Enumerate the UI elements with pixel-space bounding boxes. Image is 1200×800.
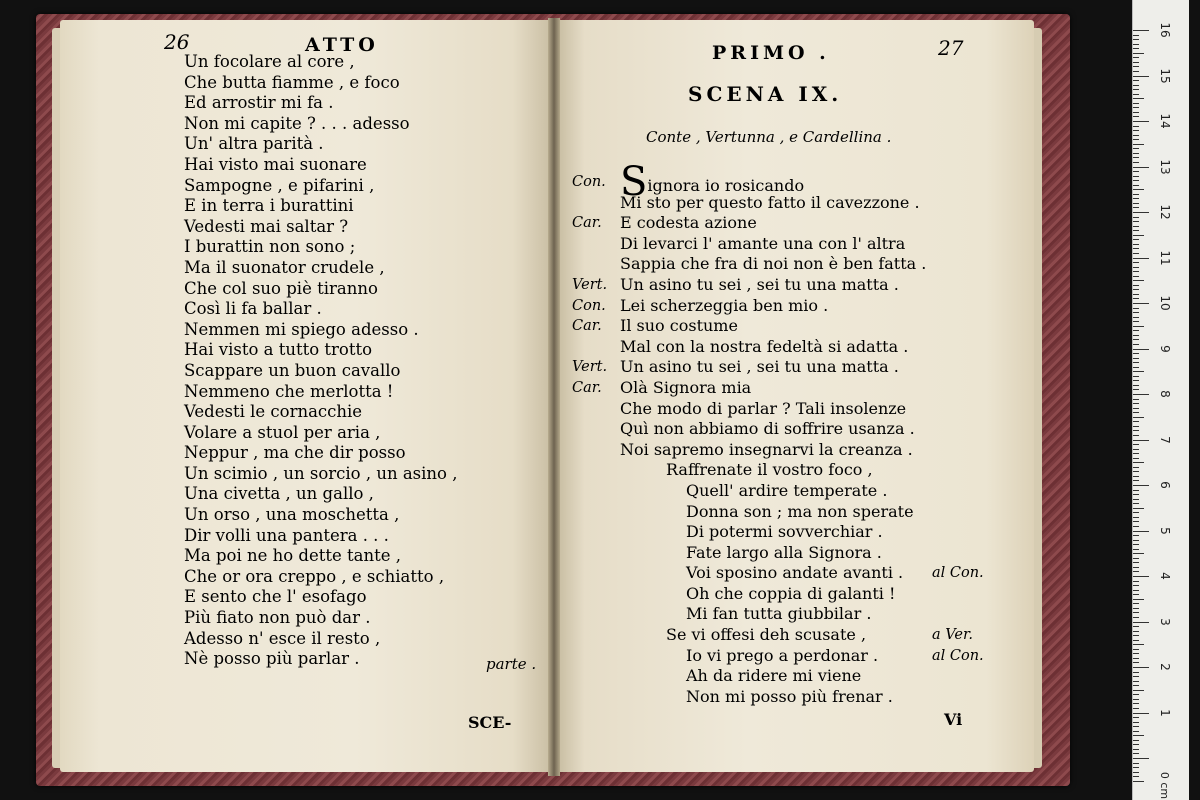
verse-line: Adesso n' esce il resto , <box>184 628 381 648</box>
dialogue-text: Quì non abbiamo di soffrire usanza . <box>620 419 915 439</box>
ruler-tick <box>1133 440 1149 441</box>
verse-line: Ma il suonator crudele , <box>184 257 385 277</box>
ruler-number: 1 <box>1158 708 1172 717</box>
ruler-tick <box>1133 521 1139 522</box>
ruler-tick <box>1133 667 1149 668</box>
ruler-tick <box>1133 185 1139 186</box>
dialogue-text: Mi fan tutta giubbilar . <box>686 604 872 624</box>
ruler-tick <box>1133 740 1139 741</box>
verse-line: E in terra i burattini <box>184 196 354 216</box>
dialogue-text: Donna son ; ma non sperate <box>686 501 914 521</box>
ruler-tick <box>1133 540 1139 541</box>
ruler-tick <box>1133 308 1139 309</box>
ruler-tick <box>1133 130 1139 131</box>
dialogue-text: Fate largo alla Signora . <box>686 542 882 562</box>
dialogue-line <box>572 687 1012 708</box>
ruler-tick <box>1133 581 1139 582</box>
verse-line: Un' altra parità . <box>184 134 324 154</box>
verse-line: Nemmen mi spiego adesso . <box>184 319 419 339</box>
ruler-tick <box>1133 535 1139 536</box>
dialogue-text: Mal con la nostra fedeltà si adatta . <box>620 336 909 356</box>
ruler-tick <box>1133 326 1144 327</box>
speaker-label: Vert. <box>572 276 608 293</box>
dialogue-text: Di potermi sovverchiar . <box>686 522 883 542</box>
ruler-tick <box>1133 76 1149 77</box>
dialogue-text: Oh che coppia di galanti ! <box>686 583 896 603</box>
dialogue-line <box>572 357 1012 378</box>
dialogue-line <box>572 646 1012 667</box>
ruler-tick <box>1133 367 1139 368</box>
ruler-tick <box>1133 531 1149 532</box>
dialogue-text: E codesta azione <box>620 213 757 233</box>
ruler-tick <box>1133 640 1139 641</box>
verse-line: Così li fa ballar . <box>184 299 322 319</box>
ruler-tick <box>1133 435 1139 436</box>
dialogue-text: Un asino tu sei , sei tu una matta . <box>620 274 899 294</box>
verse-line: Una civetta , un gallo , <box>184 484 374 504</box>
ruler-tick <box>1133 553 1144 554</box>
dialogue-line <box>572 254 1012 275</box>
ruler-tick <box>1133 280 1144 281</box>
ruler-tick <box>1133 612 1139 613</box>
dialogue-text: Non mi posso più frenar . <box>686 686 893 706</box>
ruler-tick <box>1133 512 1139 513</box>
ruler-number: 7 <box>1158 435 1172 444</box>
ruler-tick <box>1133 776 1139 777</box>
ruler-tick <box>1133 590 1139 591</box>
ruler-number: 9 <box>1158 344 1172 353</box>
ruler-tick <box>1133 153 1139 154</box>
ruler-tick <box>1133 767 1139 768</box>
dialogue-line <box>572 481 1012 502</box>
ruler-tick <box>1133 66 1139 67</box>
verse-line: Hai visto a tutto trotto <box>184 340 373 360</box>
ruler-tick <box>1133 508 1144 509</box>
ruler-tick <box>1133 80 1139 81</box>
verse-line: E sento che l' esofago <box>184 587 367 607</box>
ruler-tick <box>1133 617 1139 618</box>
dialogue-text: Noi sapremo insegnarvi la creanza . <box>620 439 913 459</box>
ruler-tick <box>1133 335 1139 336</box>
ruler-tick <box>1133 376 1139 377</box>
dialogue-line <box>572 502 1012 523</box>
ruler-tick <box>1133 622 1149 623</box>
book-gutter <box>548 18 560 776</box>
ruler-tick <box>1133 344 1139 345</box>
ruler-tick <box>1133 576 1149 577</box>
right-page-number: 27 <box>938 36 964 60</box>
ruler-tick <box>1133 485 1149 486</box>
ruler-tick <box>1133 362 1139 363</box>
dialogue-line <box>572 296 1012 317</box>
ruler-tick <box>1133 312 1139 313</box>
ruler-tick <box>1133 480 1139 481</box>
ruler-number: 15 <box>1158 67 1172 84</box>
ruler-tick <box>1133 567 1139 568</box>
right-catchword: Vi <box>944 710 963 729</box>
verse-line: Un focolare al core , <box>184 52 355 71</box>
verse-line: Dir volli una pantera . . . <box>184 525 389 545</box>
dialogue-line <box>572 193 1012 214</box>
dialogue-text: Voi sposino andate avanti . <box>686 563 904 583</box>
ruler-number: 13 <box>1158 158 1172 175</box>
ruler-tick <box>1133 271 1139 272</box>
ruler-tick <box>1133 444 1139 445</box>
verse-line: Vedesti le cornacchie <box>184 402 363 422</box>
ruler-tick <box>1133 571 1139 572</box>
speaker-label: Vert. <box>572 359 608 376</box>
dialogue-line <box>572 666 1012 687</box>
ruler-tick <box>1133 763 1139 764</box>
ruler-tick <box>1133 449 1139 450</box>
dialogue-text: Di levarci l' amante una con l' altra <box>620 233 906 253</box>
dialogue-line <box>572 625 1012 646</box>
ruler-tick <box>1133 258 1149 259</box>
ruler-tick <box>1133 626 1139 627</box>
ruler-tick <box>1133 339 1139 340</box>
ruler-tick <box>1133 285 1139 286</box>
ruler-tick <box>1133 503 1139 504</box>
ruler-tick <box>1133 207 1139 208</box>
ruler-tick <box>1133 267 1139 268</box>
ruler-unit-label: 0 cm <box>1158 771 1172 800</box>
ruler-tick <box>1133 499 1139 500</box>
ruler-tick <box>1133 562 1139 563</box>
ruler-number: 16 <box>1158 22 1172 38</box>
ruler-tick <box>1133 198 1139 199</box>
ruler-tick <box>1133 239 1139 240</box>
verse-line: Che col suo piè tiranno <box>184 278 378 298</box>
ruler-tick <box>1133 303 1149 304</box>
ruler-tick <box>1133 89 1139 90</box>
verse-line: Un orso , una moschetta , <box>184 505 400 525</box>
ruler-tick <box>1133 39 1139 40</box>
ruler-number: 5 <box>1158 526 1172 535</box>
ruler-tick <box>1133 262 1139 263</box>
ruler-tick <box>1133 212 1149 213</box>
speaker-label: Car. <box>572 215 602 232</box>
ruler-tick <box>1133 221 1139 222</box>
ruler-tick <box>1133 180 1139 181</box>
ruler-tick <box>1133 781 1144 782</box>
ruler-tick <box>1133 226 1139 227</box>
left-verse-block <box>184 52 544 670</box>
ruler-tick <box>1133 703 1139 704</box>
ruler-tick <box>1133 681 1139 682</box>
dialogue-text: Olà Signora mia <box>620 377 752 397</box>
exit-stage-direction: parte . <box>486 655 537 673</box>
ruler-tick <box>1133 71 1139 72</box>
ruler-tick <box>1133 144 1144 145</box>
ruler-tick <box>1133 317 1139 318</box>
ruler-tick <box>1133 421 1139 422</box>
ruler-tick <box>1133 289 1139 290</box>
ruler-tick <box>1133 412 1139 413</box>
ruler-tick <box>1133 121 1149 122</box>
ruler-tick <box>1133 685 1139 686</box>
verse-line: Vedesti mai saltar ? <box>184 216 349 236</box>
ruler-number: 3 <box>1158 617 1172 626</box>
ruler-tick <box>1133 44 1139 45</box>
ruler-tick <box>1133 608 1139 609</box>
ruler-tick <box>1133 526 1139 527</box>
measuring-ruler <box>1132 0 1189 800</box>
ruler-tick <box>1133 430 1139 431</box>
ruler-tick <box>1133 753 1139 754</box>
ruler-tick <box>1133 380 1139 381</box>
ruler-tick <box>1133 494 1139 495</box>
dialogue-line <box>572 275 1012 296</box>
dialogue-line <box>572 543 1012 564</box>
ruler-tick <box>1133 330 1139 331</box>
ruler-tick <box>1133 353 1139 354</box>
ruler-tick <box>1133 248 1139 249</box>
ruler-tick <box>1133 658 1139 659</box>
verse-line: Sampogne , e pifarini , <box>184 175 375 195</box>
ruler-tick <box>1133 772 1139 773</box>
dialogue-line <box>572 419 1012 440</box>
verse-line: Ed arrostir mi fa . <box>184 93 334 113</box>
ruler-tick <box>1133 722 1139 723</box>
dialogue-line <box>572 316 1012 337</box>
ruler-tick <box>1133 726 1139 727</box>
ruler-tick <box>1133 85 1139 86</box>
ruler-number: 11 <box>1158 249 1172 266</box>
dialogue-line <box>572 563 1012 584</box>
ruler-tick <box>1133 558 1139 559</box>
ruler-tick <box>1133 103 1139 104</box>
ruler-tick <box>1133 176 1139 177</box>
ruler-tick <box>1133 48 1139 49</box>
dialogue-text: Un asino tu sei , sei tu una matta . <box>620 357 899 377</box>
ruler-tick <box>1133 694 1139 695</box>
ruler-tick <box>1133 235 1144 236</box>
ruler-tick <box>1133 399 1139 400</box>
dialogue-line <box>572 234 1012 255</box>
ruler-tick <box>1133 57 1139 58</box>
verse-line: Nè posso più parlar . <box>184 649 360 669</box>
ruler-tick <box>1133 171 1139 172</box>
verse-line: Un scimio , un sorcio , un asino , <box>184 463 458 483</box>
ruler-tick <box>1133 458 1139 459</box>
ruler-tick <box>1133 321 1139 322</box>
ruler-number: 6 <box>1158 481 1172 489</box>
ruler-tick <box>1133 53 1144 54</box>
dialogue-text: Quell' ardire temperate . <box>686 480 888 500</box>
dialogue-text: Mi sto per questo fatto il cavezzone . <box>620 192 920 212</box>
ruler-tick <box>1133 62 1139 63</box>
verse-line: Più fiato non può dar . <box>184 608 371 628</box>
ruler-tick <box>1133 139 1139 140</box>
ruler-tick <box>1133 148 1139 149</box>
scene-characters: Conte , Vertunna , e Cardellina . <box>646 128 892 146</box>
ruler-tick <box>1133 116 1139 117</box>
ruler-tick <box>1133 662 1139 663</box>
drop-cap: S <box>620 159 648 205</box>
ruler-tick <box>1133 708 1139 709</box>
ruler-tick <box>1133 672 1139 673</box>
ruler-tick <box>1133 603 1139 604</box>
verse-line: Che butta fiamme , e foco <box>184 72 400 92</box>
ruler-tick <box>1133 544 1139 545</box>
verse-line: Che or ora creppo , e schiatto , <box>184 566 445 586</box>
ruler-tick <box>1133 298 1139 299</box>
ruler-number: 10 <box>1158 295 1172 311</box>
ruler-tick <box>1133 194 1139 195</box>
dialogue-line <box>572 213 1012 234</box>
stage-direction: al Con. <box>932 647 984 664</box>
ruler-tick <box>1133 735 1144 736</box>
verse-line: Non mi capite ? . . . adesso <box>184 113 410 133</box>
scene-title: SCENA IX. <box>688 82 843 106</box>
ruler-tick <box>1133 112 1139 113</box>
dialogue-text: Se vi offesi deh scusate , <box>666 625 867 645</box>
dialogue-text: Io vi prego a perdonar . <box>686 645 879 665</box>
dialogue-text: Che modo di parlar ? Tali insolenze <box>620 398 907 418</box>
ruler-tick <box>1133 653 1139 654</box>
stage-direction: al Con. <box>932 565 984 582</box>
right-running-head: PRIMO . <box>712 42 830 64</box>
ruler-tick <box>1133 417 1144 418</box>
ruler-tick <box>1133 394 1149 395</box>
dialogue-text: Raffrenate il vostro foco , <box>666 460 873 480</box>
verse-line: Neppur , ma che dir posso <box>184 443 406 463</box>
ruler-tick <box>1133 599 1144 600</box>
ruler-tick <box>1133 385 1139 386</box>
ruler-tick <box>1133 253 1139 254</box>
ruler-tick <box>1133 476 1139 477</box>
dialogue-text: Sappia che fra di noi non è ben fatta . <box>620 254 927 274</box>
dialogue-text: ignora io rosicando <box>647 176 805 195</box>
ruler-tick <box>1133 517 1139 518</box>
ruler-tick <box>1133 467 1139 468</box>
ruler-tick <box>1133 230 1139 231</box>
ruler-tick <box>1133 471 1139 472</box>
ruler-tick <box>1133 94 1139 95</box>
ruler-number: 12 <box>1158 204 1172 220</box>
verse-line: Nemmeno che merlotta ! <box>184 381 394 401</box>
dialogue-text: Lei scherzeggia ben mio . <box>620 295 829 315</box>
ruler-tick <box>1133 713 1149 714</box>
dialogue-line <box>572 399 1012 420</box>
ruler-tick <box>1133 203 1139 204</box>
ruler-number: 2 <box>1158 663 1172 671</box>
ruler-tick <box>1133 635 1139 636</box>
ruler-tick <box>1133 244 1139 245</box>
ruler-tick <box>1133 189 1144 190</box>
ruler-tick <box>1133 462 1144 463</box>
dialogue-text: Il suo costume <box>620 316 738 336</box>
ruler-tick <box>1133 453 1139 454</box>
ruler-tick <box>1133 403 1139 404</box>
stage-direction: a Ver. <box>932 627 973 644</box>
dialogue-line <box>572 522 1012 543</box>
ruler-tick <box>1133 676 1139 677</box>
dialogue-line <box>572 460 1012 481</box>
dialogue-line <box>572 378 1012 399</box>
ruler-tick <box>1133 549 1139 550</box>
ruler-tick <box>1133 644 1144 645</box>
dialogue-text: Ah da ridere mi viene <box>686 666 862 686</box>
ruler-tick <box>1133 371 1144 372</box>
ruler-tick <box>1133 717 1139 718</box>
left-running-head: ATTO <box>305 34 379 56</box>
ruler-tick <box>1133 389 1139 390</box>
left-catchword: SCE- <box>468 713 512 732</box>
ruler-tick <box>1133 358 1139 359</box>
ruler-tick <box>1133 426 1139 427</box>
ruler-tick <box>1133 744 1139 745</box>
speaker-label: Car. <box>572 379 602 396</box>
ruler-tick <box>1133 126 1139 127</box>
ruler-tick <box>1133 157 1139 158</box>
dialogue-line <box>572 337 1012 358</box>
ruler-tick <box>1133 731 1139 732</box>
ruler-tick <box>1133 135 1139 136</box>
ruler-tick <box>1133 107 1139 108</box>
ruler-tick <box>1133 162 1139 163</box>
ruler-tick <box>1133 490 1139 491</box>
verse-line: Volare a stuol per aria , <box>184 422 381 442</box>
verse-line: Scappare un buon cavallo <box>184 360 401 380</box>
ruler-tick <box>1133 749 1139 750</box>
speaker-label: Car. <box>572 318 602 335</box>
verse-line: I burattin non sono ; <box>184 237 356 257</box>
ruler-tick <box>1133 699 1139 700</box>
ruler-tick <box>1133 408 1139 409</box>
ruler-tick <box>1133 35 1139 36</box>
ruler-tick <box>1133 690 1144 691</box>
verse-line: Ma poi ne ho dette tante , <box>184 546 402 566</box>
ruler-number: 14 <box>1158 113 1172 129</box>
ruler-tick <box>1133 585 1139 586</box>
dialogue-line <box>572 604 1012 625</box>
speaker-label: Con. <box>572 174 606 190</box>
ruler-tick <box>1133 594 1139 595</box>
dialogue-block <box>572 159 1012 707</box>
ruler-tick <box>1133 758 1149 759</box>
ruler-tick <box>1133 30 1149 31</box>
ruler-tick <box>1133 294 1139 295</box>
speaker-label: Con. <box>572 297 606 314</box>
dialogue-line <box>572 584 1012 605</box>
ruler-tick <box>1133 217 1139 218</box>
ruler-tick <box>1133 167 1149 168</box>
ruler-tick <box>1133 98 1144 99</box>
dialogue-line <box>572 440 1012 461</box>
ruler-tick <box>1133 276 1139 277</box>
ruler-tick <box>1133 631 1139 632</box>
left-page-number: 26 <box>164 30 190 54</box>
ruler-tick <box>1133 649 1139 650</box>
ruler-number: 8 <box>1158 390 1172 398</box>
verse-line: Hai visto mai suonare <box>184 154 367 174</box>
ruler-number: 4 <box>1158 572 1172 580</box>
ruler-tick <box>1133 349 1149 350</box>
